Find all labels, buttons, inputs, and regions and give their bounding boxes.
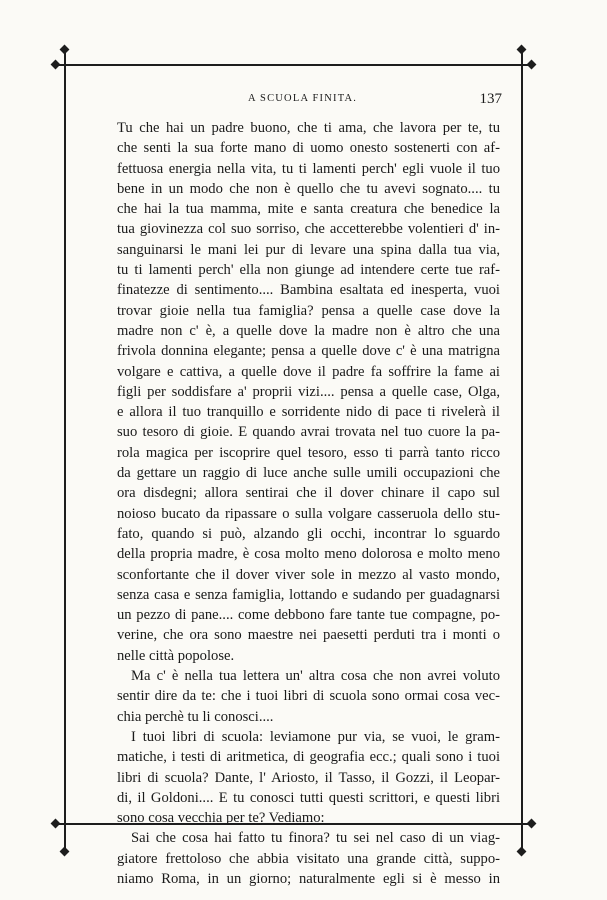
text-line: sanguinarsi le mani lei pur di levare una spina dalla tua via,: [117, 241, 500, 258]
text-line: senza casa e senza famiglia, lottando e sudando per guadagnarsi: [117, 586, 500, 603]
text-line: I tuoi libri di scuola: leviamone pur via, se vuoi, le gram-: [131, 728, 500, 745]
text-line: rola magica per iscoprire quel tesoro, esso ti parrà tanto ricco: [117, 444, 500, 461]
text-line: nelle città popolose.: [117, 647, 235, 664]
text-line: che hai la tua mamma, mite e santa creatura che benedice la: [117, 201, 500, 218]
text-line: trovar gioie nella tua famiglia? pensa a quelle case dove la: [117, 302, 500, 319]
text-line: libri di scuola? Dante, l' Ariosto, il Tasso, il Gozzi, il Leopar-: [117, 769, 500, 786]
text-line: figli per soddisfare a' proprii vizi.... pensa a quelle case, Olga,: [117, 383, 500, 400]
text-line: e allora il tuo tranquillo e sorridente nido di pace ti rivelerà il: [117, 404, 500, 421]
text-line: verine, che ora sono maestre nei paesetti perduti tra i monti o: [117, 627, 500, 644]
frame-ornament-icon: [60, 847, 70, 857]
text-line: frivola donnina elegante; pensa a quelle dove c' è una matrigna: [117, 343, 500, 360]
text-line: giatore frettoloso che abbia visitato una grande città, suppo-: [117, 850, 500, 867]
text-line: Tu che hai un padre buono, che ti ama, che lavora per te, tu: [117, 120, 500, 136]
frame-right-rule: [521, 48, 523, 854]
paragraph: [117, 828, 500, 889]
text-line: volgare e cattiva, a quelle dove il padre fa soffrire la fame ai: [117, 363, 500, 380]
frame-ornament-icon: [517, 847, 527, 857]
text-line: che senti la sua forte mano di uomo onesto sostenerti con af-: [117, 140, 500, 157]
text-line: finatezze di sentimento.... Bambina esaltata ed inesperta, vuoi: [117, 282, 500, 299]
frame-ornament-icon: [527, 60, 537, 70]
frame-ornament-icon: [51, 819, 61, 829]
text-line: Sai che cosa hai fatto tu finora? tu sei nel caso di un viag-: [131, 830, 500, 847]
text-line: tua giovinezza col suo sorriso, che accetterebbe volentieri d' in-: [117, 221, 500, 238]
text-line: niamo Roma, in un giorno; naturalmente egli si è messo in: [117, 870, 500, 887]
text-line: da gettare un raggio di luce anche sulle umili occupazioni che: [117, 465, 500, 482]
text-line: sentir dire da te: che i tuoi libri di scuola sono ormai cosa vec-: [117, 688, 500, 705]
text-line: bene in un modo che non è quello che tu avevi sognato.... tu: [117, 180, 500, 197]
text-line: di, il Goldoni.... E tu conosci tutti questi scrittori, e questi libri: [117, 789, 500, 806]
paragraph: [117, 727, 500, 828]
text-line: fato, quando si può, alzando gli occhi, incontrar lo sguardo: [117, 525, 500, 542]
text-line: sono cosa vecchia per te? Vediamo:: [117, 810, 325, 827]
frame-ornament-icon: [527, 819, 537, 829]
text-line: matiche, i testi di aritmetica, di geografia ecc.; quali sono i tuoi: [117, 749, 500, 766]
text-line: madre non c' è, a quelle dove la madre non è altro che una: [117, 322, 500, 339]
frame-top-rule: [55, 64, 532, 66]
text-line: della propria madre, è cosa molto meno dolorosa e molto meno: [117, 546, 500, 563]
frame-ornament-icon: [60, 45, 70, 55]
page-header: [118, 91, 502, 111]
text-line: suo tesoro di gioie. E quando avrai trovata nel tuo cuore la pa-: [117, 424, 500, 441]
frame-ornament-icon: [51, 60, 61, 70]
text-line: noioso bucato da ripassare o sulla volgare casseruola dello stu-: [117, 505, 500, 522]
text-line: Ma c' è nella tua lettera un' altra cosa che non avrei voluto: [131, 668, 500, 685]
running-title: A SCUOLA FINITA.: [248, 93, 358, 104]
text-line: ora disdegni; allora sentirai che il dover chinare il capo sul: [117, 485, 500, 502]
frame-ornament-icon: [517, 45, 527, 55]
text-line: chia perchè tu li conosci....: [117, 708, 274, 725]
text-line: sconfortante che il dover viver sole in mezzo al vasto mondo,: [117, 566, 500, 583]
text-line: fettuosa energia nella vita, tu ti lamenti perch' egli vuole il tuo: [117, 160, 500, 177]
text-line: tu ti lamenti perch' ella non giunge ad intendere certe tue raf-: [117, 262, 500, 279]
paragraph: [117, 118, 500, 666]
page-body: [117, 118, 500, 889]
text-line: un pezzo di pane.... come debbono fare tante tue compagne, po-: [117, 607, 500, 624]
paragraph: [117, 666, 500, 727]
page-number: 137: [479, 91, 502, 107]
frame-left-rule: [64, 48, 66, 854]
